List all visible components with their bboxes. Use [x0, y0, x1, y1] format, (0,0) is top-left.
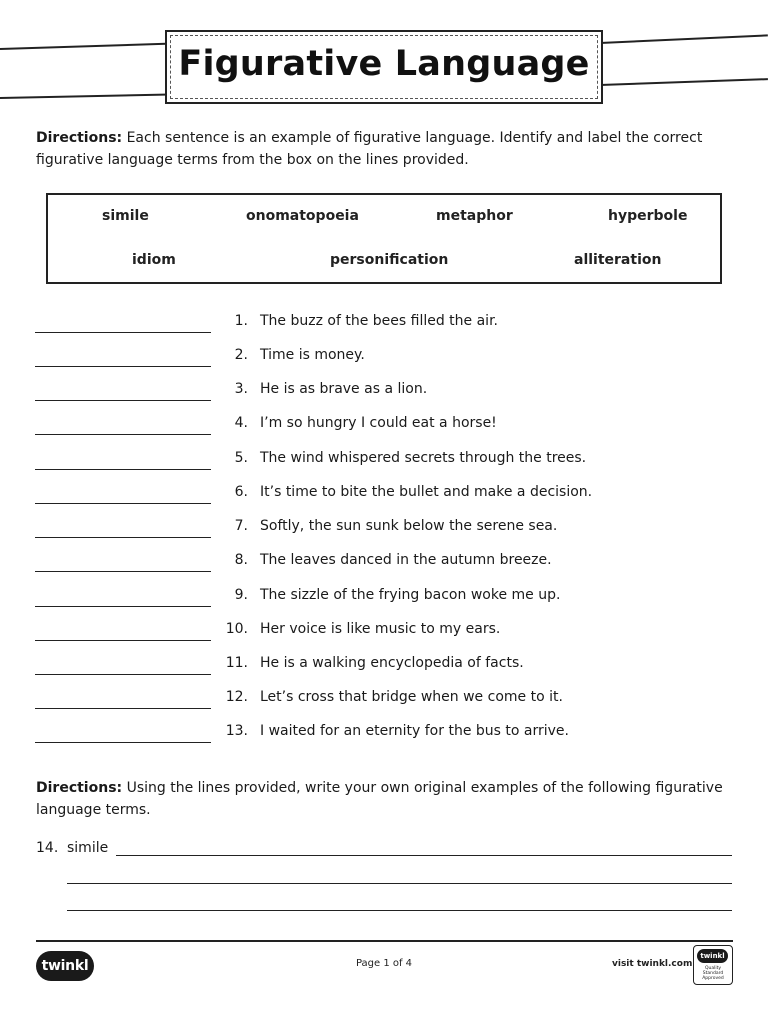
question-number: 12. [225, 689, 248, 705]
quality-badge [693, 945, 733, 985]
question-row [0, 687, 768, 721]
question-text: He is as brave as a lion. [260, 381, 428, 397]
term-simile: simile [102, 208, 149, 224]
writing-line[interactable] [116, 855, 732, 856]
answer-line[interactable] [35, 503, 211, 504]
question-row [0, 311, 768, 345]
answer-line[interactable] [35, 640, 211, 641]
term-alliteration: alliteration [574, 252, 662, 268]
question-row [0, 721, 768, 755]
question-number: 4. [234, 415, 248, 431]
question-number: 10. [225, 621, 248, 637]
question-text: The wind whispered secrets through the trees. [260, 450, 587, 466]
question-number: 1. [234, 313, 248, 329]
writing-number: 14. [36, 840, 59, 856]
question-text: Softly, the sun sunk below the serene sea. [260, 518, 558, 534]
answer-line[interactable] [35, 708, 211, 709]
term-box [46, 193, 722, 284]
directions-2 [36, 777, 736, 821]
question-row [0, 345, 768, 379]
question-number: 5. [234, 450, 248, 466]
question-row [0, 550, 768, 584]
question-row [0, 619, 768, 653]
answer-line[interactable] [35, 674, 211, 675]
directions-1-text: Each sentence is an example of figurative language. Identify and label the correct figurative language terms from the box on the lines provided. [36, 130, 703, 168]
answer-line[interactable] [35, 606, 211, 607]
answer-line[interactable] [35, 742, 211, 743]
question-text: I’m so hungry I could eat a horse! [260, 415, 497, 431]
directions-2-text: Using the lines provided, write your own original examples of the following figurative language terms. [36, 780, 723, 818]
twinkl-logo: twinkl [36, 951, 94, 981]
banner-line-left [0, 43, 170, 50]
title-banner [165, 30, 603, 104]
term-metaphor: metaphor [436, 208, 513, 224]
banner-line-left-lower [0, 93, 170, 99]
term-personification: personification [330, 252, 449, 268]
question-row [0, 585, 768, 619]
question-text: Let’s cross that bridge when we come to it. [260, 689, 563, 705]
banner-line-right [600, 34, 768, 44]
footer-rule [36, 940, 733, 942]
badge-text: Quality Standard Approved [702, 966, 724, 981]
directions-2-label: Directions: [36, 780, 123, 796]
badge-logo: twinkl [697, 949, 728, 963]
question-text: Time is money. [260, 347, 365, 363]
question-row [0, 482, 768, 516]
question-number: 2. [234, 347, 248, 363]
writing-term: simile [67, 840, 109, 856]
question-number: 7. [234, 518, 248, 534]
question-number: 8. [234, 552, 248, 568]
question-number: 9. [234, 587, 248, 603]
question-row [0, 653, 768, 687]
page-title: Figurative Language [178, 44, 590, 84]
question-text: The sizzle of the frying bacon woke me up. [260, 587, 561, 603]
question-text: Her voice is like music to my ears. [260, 621, 501, 637]
writing-line[interactable] [67, 910, 732, 911]
question-number: 13. [225, 723, 248, 739]
question-row [0, 448, 768, 482]
question-number: 6. [234, 484, 248, 500]
answer-line[interactable] [35, 332, 211, 333]
term-hyperbole: hyperbole [608, 208, 688, 224]
banner-line-right-lower [600, 78, 768, 86]
question-text: The buzz of the bees filled the air. [260, 313, 498, 329]
question-text: I waited for an eternity for the bus to arrive. [260, 723, 569, 739]
question-text: He is a walking encyclopedia of facts. [260, 655, 524, 671]
term-idiom: idiom [132, 252, 176, 268]
directions-1-label: Directions: [36, 130, 123, 146]
question-text: The leaves danced in the autumn breeze. [260, 552, 552, 568]
answer-line[interactable] [35, 469, 211, 470]
answer-line[interactable] [35, 571, 211, 572]
term-onomatopoeia: onomatopoeia [246, 208, 359, 224]
answer-line[interactable] [35, 400, 211, 401]
answer-line[interactable] [35, 537, 211, 538]
question-number: 11. [225, 655, 248, 671]
question-number: 3. [234, 381, 248, 397]
answer-line[interactable] [35, 434, 211, 435]
question-text: It’s time to bite the bullet and make a decision. [260, 484, 593, 500]
visit-link[interactable]: visit twinkl.com [612, 959, 693, 969]
question-row [0, 516, 768, 550]
answer-line[interactable] [35, 366, 211, 367]
directions-1 [36, 127, 736, 171]
question-row [0, 413, 768, 447]
page-number: Page 1 of 4 [355, 958, 413, 969]
question-row [0, 379, 768, 413]
writing-line[interactable] [67, 883, 732, 884]
